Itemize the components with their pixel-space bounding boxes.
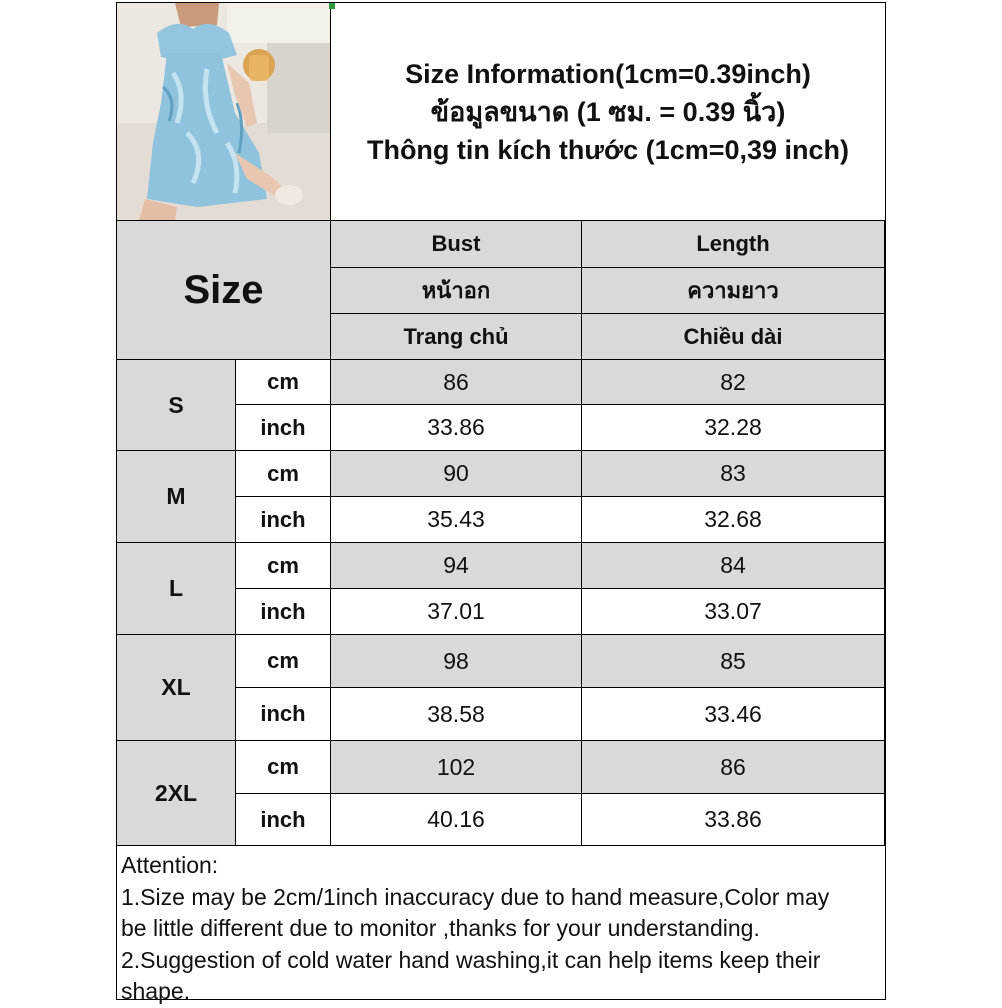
title-english: Size Information(1cm=0.39inch) (405, 58, 811, 89)
bust-header-th: หน้าอก (331, 268, 582, 314)
attention-line: be little different due to monitor ,thanks for your understanding. (121, 915, 760, 941)
attention-heading: Attention: (121, 852, 219, 878)
unit-label-cm: cm (236, 635, 331, 688)
bust-inch-value: 38.58 (331, 688, 582, 741)
size-label: S (117, 360, 236, 451)
unit-label-inch: inch (236, 688, 331, 741)
length-inch-value: 33.86 (582, 794, 885, 846)
bust-cm-value: 98 (331, 635, 582, 688)
title-vietnamese: Thông tin kích thước (1cm=0,39 inch) (366, 134, 850, 165)
unit-label-inch: inch (236, 589, 331, 635)
size-information-title (331, 3, 885, 221)
unit-label-inch: inch (236, 497, 331, 543)
bust-inch-value: 35.43 (331, 497, 582, 543)
attention-line: shape. (121, 978, 191, 1004)
unit-label-cm: cm (236, 741, 331, 794)
dress-model-image (117, 3, 331, 221)
length-inch-value: 32.28 (582, 405, 885, 451)
length-header-en: Length (582, 221, 885, 268)
unit-label-inch: inch (236, 794, 331, 846)
length-cm-value: 86 (582, 741, 885, 794)
bust-header-vi: Trang chủ (331, 314, 582, 360)
length-cm-value: 84 (582, 543, 885, 589)
bust-cm-value: 90 (331, 451, 582, 497)
length-cm-value: 82 (582, 360, 885, 405)
size-column-header: Size (117, 221, 331, 360)
title-thai: ข้อมูลขนาด (1 ซม. = 0.39 นิ้ว) (430, 96, 786, 127)
bust-inch-value: 33.86 (331, 405, 582, 451)
bust-cm-value: 102 (331, 741, 582, 794)
size-label: 2XL (117, 741, 236, 846)
length-inch-value: 33.46 (582, 688, 885, 741)
length-cm-value: 85 (582, 635, 885, 688)
unit-label-cm: cm (236, 451, 331, 497)
attention-notes (117, 846, 885, 1004)
length-cm-value: 83 (582, 451, 885, 497)
unit-label-inch: inch (236, 405, 331, 451)
size-label: M (117, 451, 236, 543)
length-inch-value: 32.68 (582, 497, 885, 543)
bust-cm-value: 94 (331, 543, 582, 589)
size-label: XL (117, 635, 236, 741)
length-header-th: ความยาว (582, 268, 885, 314)
bust-inch-value: 37.01 (331, 589, 582, 635)
size-label: L (117, 543, 236, 635)
bust-header-en: Bust (331, 221, 582, 268)
length-inch-value: 33.07 (582, 589, 885, 635)
length-header-vi: Chiều dài (582, 314, 885, 360)
attention-line: 2.Suggestion of cold water hand washing,it can help items keep their (121, 946, 821, 973)
product-photo (117, 3, 331, 221)
bust-inch-value: 40.16 (331, 794, 582, 846)
size-chart (116, 2, 886, 1004)
attention-line: 1.Size may be 2cm/1inch inaccuracy due to hand measure,Color may (121, 883, 830, 910)
unit-label-cm: cm (236, 360, 331, 405)
unit-label-cm: cm (236, 543, 331, 589)
bust-cm-value: 86 (331, 360, 582, 405)
